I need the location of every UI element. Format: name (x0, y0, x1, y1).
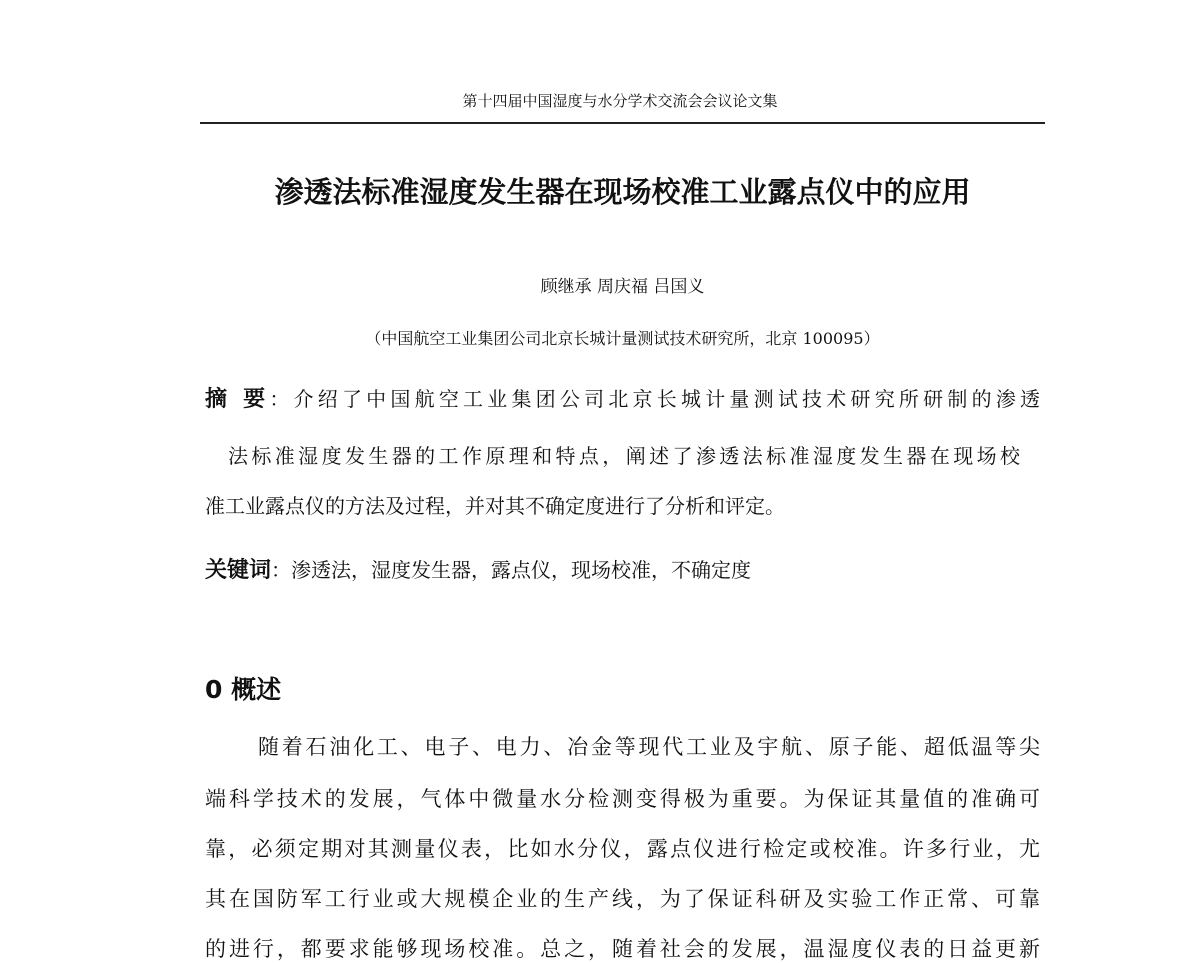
keywords-text: 渗透法，湿度发生器，露点仪，现场校准，不确定度 (291, 558, 752, 582)
body-line: 其在国防军工行业或大规模企业的生产线，为了保证科研及实验工作正常、可靠 (205, 887, 1040, 911)
affiliation: （中国航空工业集团公司北京长城计量测试技术研究所，北京 100095） (365, 329, 880, 348)
header-rule (200, 122, 1045, 124)
abstract-line-1 (205, 382, 1040, 413)
body-line: 的进行，都要求能够现场校准。总之，随着社会的发展，温湿度仪表的日益更新 (205, 937, 1040, 961)
body-line: 端科学技术的发展，气体中微量水分检测变得极为重要。为保证其量值的准确可 (205, 787, 1040, 811)
running-head: 第十四届中国湿度与水分学术交流会会议论文集 (462, 92, 778, 110)
abstract-label: 摘 要 (205, 387, 270, 412)
abstract-line-2: 法标准湿度发生器的工作原理和特点，阐述了渗透法标准湿度发生器在现场校 (228, 444, 1020, 468)
keywords-sep: ： (271, 558, 292, 582)
paper-title: 渗透法标准湿度发生器在现场校准工业露点仪中的应用 (274, 175, 971, 209)
body-line: 靠，必须定期对其测量仪表，比如水分仪，露点仪进行检定或校准。许多行业，尤 (205, 837, 1040, 861)
keywords (205, 553, 751, 584)
keywords-label: 关键词 (205, 558, 272, 583)
abstract-line-3: 准工业露点仪的方法及过程，并对其不确定度进行了分析和评定。 (205, 494, 785, 518)
authors: 顾继承 周庆福 吕国义 (540, 277, 705, 297)
section-heading: 0 概述 (205, 675, 282, 704)
abstract-sep: ： (269, 387, 294, 411)
body-line: 随着石油化工、电子、电力、冶金等现代工业及宇航、原子能、超低温等尖 (258, 735, 1040, 759)
abstract-text: 介绍了中国航空工业集团公司北京长城计量测试技术研究所研制的渗透 (293, 387, 1040, 411)
